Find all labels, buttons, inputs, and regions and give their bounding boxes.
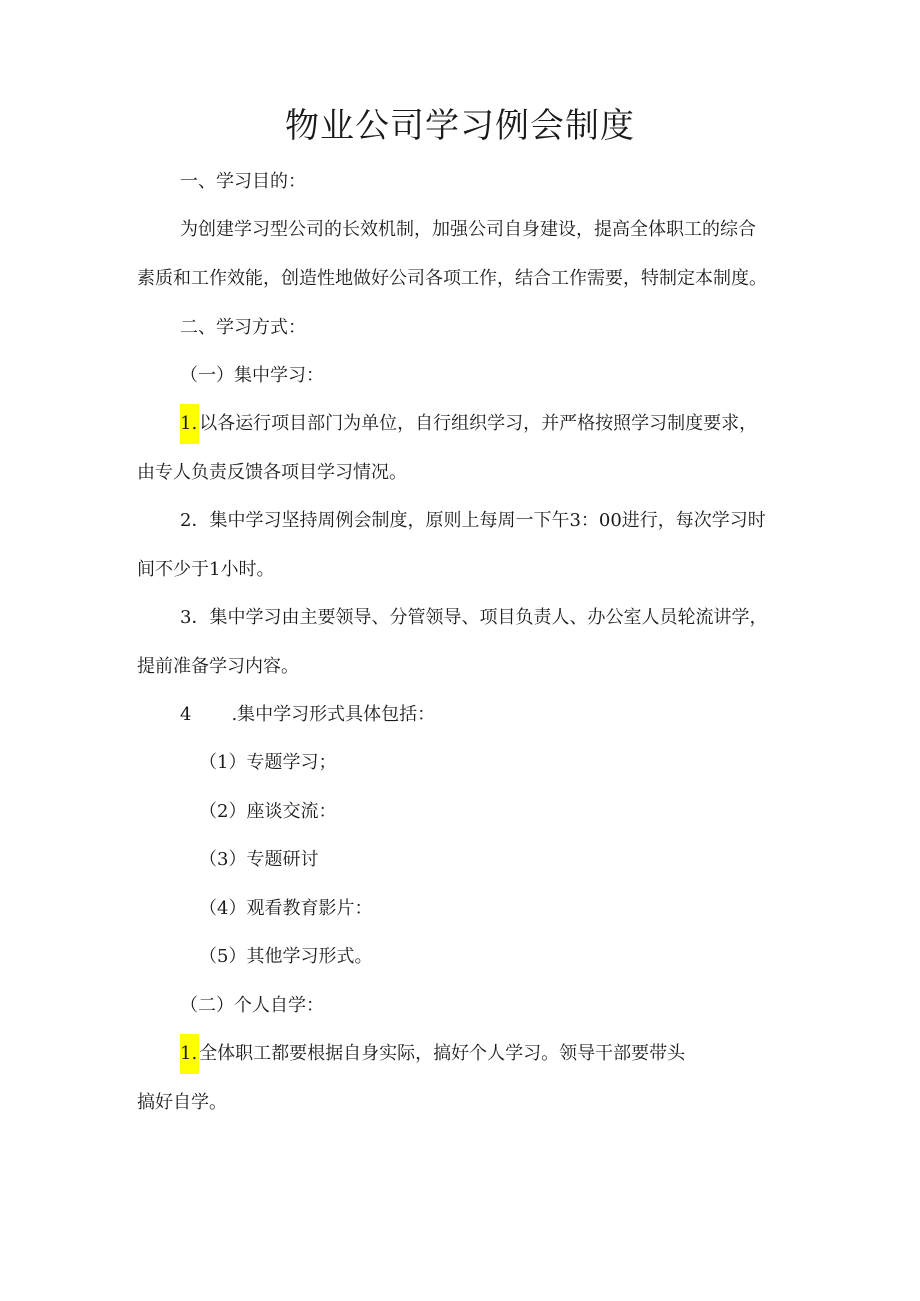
item-4-line (180, 695, 435, 735)
subsection-2-heading: （二）个人自学： (180, 995, 324, 1016)
form-item-1: （1）专题学习； (199, 752, 337, 773)
section-1-paragraph-line-1: 为创建学习型公司的长效机制，加强公司自身建设，提高全体职工的综合 (180, 219, 756, 240)
item-1-line-2: 由专人负责反馈各项目学习情况。 (137, 462, 407, 483)
item-4-number: 4 (180, 704, 192, 725)
self-study-number-highlighted: 1. (180, 1034, 199, 1074)
item-4-text: .集中学习形式具体包括： (231, 704, 436, 725)
self-study-item-1-line-2: 搞好自学。 (137, 1092, 227, 1113)
item-1-number-highlighted: 1. (180, 404, 199, 444)
form-item-2: （2）座谈交流： (199, 801, 337, 822)
item-2-line-2: 间不少于1小时。 (137, 559, 275, 580)
section-1-heading: 一、学习目的： (180, 171, 306, 192)
section-1-paragraph-line-2: 素质和工作效能，创造性地做好公司各项工作，结合工作需要，特制定本制度。 (137, 268, 767, 289)
self-study-text: 全体职工都要根据自身实际，搞好个人学习。领导干部要带头 (199, 1043, 686, 1064)
subsection-1-heading: （一）集中学习： (180, 365, 324, 386)
item-1-text: 以各运行项目部门为单位，自行组织学习，并严格按照学习制度要求， (199, 413, 758, 434)
section-2-heading: 二、学习方式： (180, 317, 306, 338)
form-item-4: （4）观看教育影片： (199, 898, 373, 919)
self-study-item-1-line-1 (180, 1034, 685, 1074)
item-3-line-1: 3．集中学习由主要领导、分管领导、项目负责人、办公室人员轮流讲学， (180, 607, 768, 628)
item-3-line-2: 提前准备学习内容。 (137, 656, 299, 677)
form-item-5: （5）其他学习形式。 (199, 946, 373, 967)
item-2-line-1: 2．集中学习坚持周例会制度，原则上每周一下午3：00进行，每次学习时 (180, 510, 766, 531)
document-title: 物业公司学习例会制度 (285, 106, 635, 146)
item-1-line-1 (180, 404, 757, 444)
form-item-3: （3）专题研讨 (199, 849, 319, 870)
